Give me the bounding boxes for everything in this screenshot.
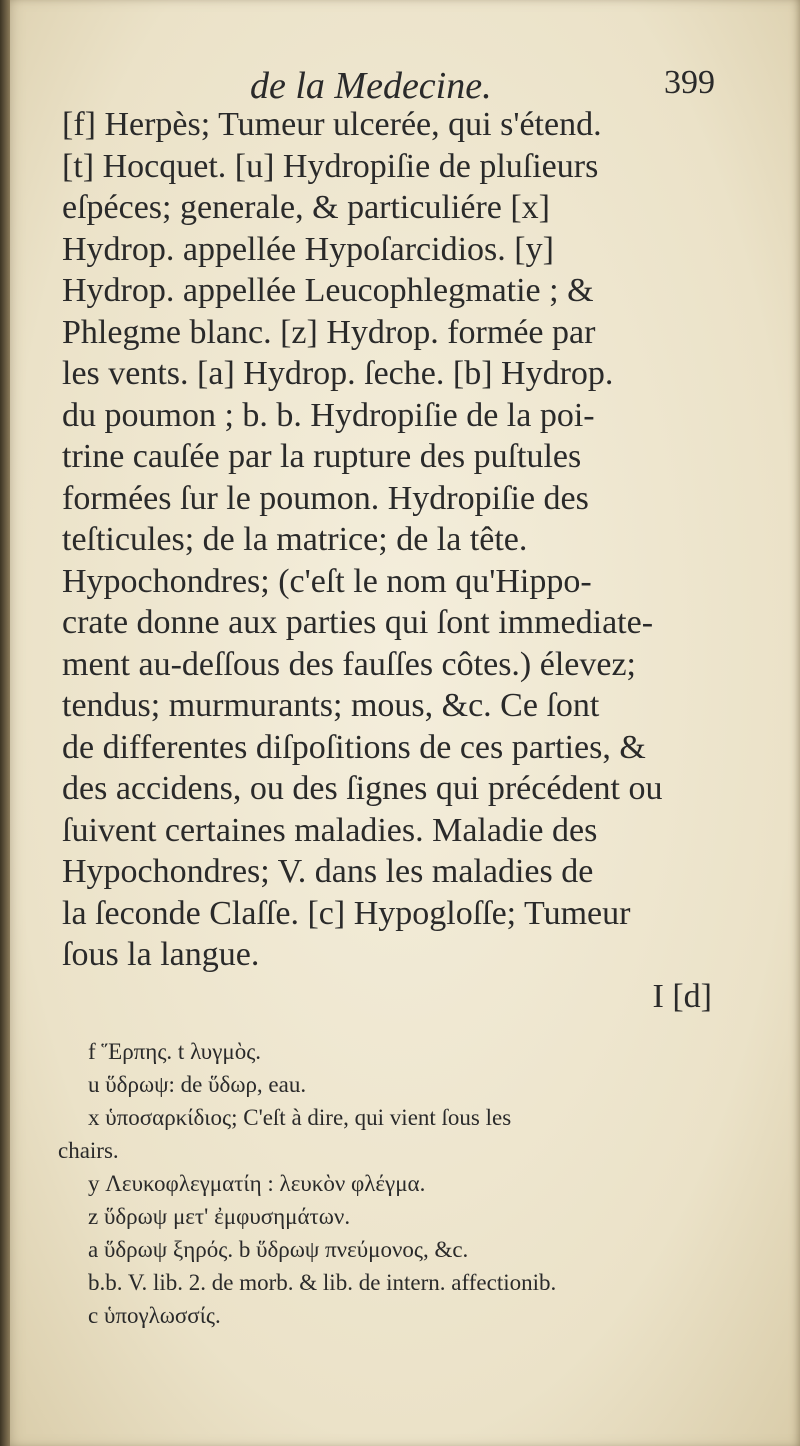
footnotes: [58, 1035, 728, 1332]
footnote-line: chairs.: [58, 1138, 119, 1163]
footnote-line: u ὕδρωψ: de ὕδωρ, eau.: [88, 1072, 307, 1097]
footnote-line: f Ἕρπης. t λυγμὸς.: [88, 1039, 262, 1064]
book-gutter: [0, 0, 10, 1446]
text-line: Hypochondres; (c'eſt le nom qu'Hippo-: [62, 562, 592, 600]
text-line: des accidens, ou des ſignes qui précédent ou: [62, 770, 663, 807]
running-title: de la Medecine.: [250, 65, 492, 107]
text-line: tendus; murmurants; mous, &c. Ce ſont: [62, 687, 600, 724]
footnote-line: y Λευκοφλεγματίη : λευκὸν φλέγμα.: [88, 1171, 426, 1196]
footnote-line: b.b. V. lib. 2. de morb. & lib. de intern. affectionib.: [88, 1270, 557, 1295]
text-line: du poumon ; b. b. Hydropiſie de la poi-: [62, 396, 595, 434]
text-line: ſous la langue.: [62, 936, 260, 973]
footnote-line: a ὕδρωψ ξηρός. b ὕδρωψ πνεύμονος, &c.: [88, 1237, 469, 1262]
catchword: I [d]: [652, 978, 712, 1015]
page-number: 399: [664, 64, 715, 101]
text-line: Hypochondres; V. dans les maladies de: [62, 853, 594, 890]
text-line: la ſeconde Claſſe. [c] Hypogloſſe; Tumeur: [62, 894, 631, 932]
text-line: teſticules; de la matrice; de la tête.: [62, 521, 528, 558]
text-line: ſuivent certaines maladies. Maladie des: [62, 811, 598, 849]
text-line: crate donne aux parties qui ſont immediate-: [62, 604, 654, 641]
text-line: [t] Hocquet. [u] Hydropiſie de pluſieurs: [62, 147, 599, 185]
text-line: formées ſur le poumon. Hydropiſie des: [62, 479, 589, 517]
text-line: Phlegme blanc. [z] Hydrop. formée par: [62, 313, 596, 351]
text-line: eſpéces; generale, & particuliére [x]: [62, 189, 551, 226]
text-line: trine cauſée par la rupture des puſtules: [62, 438, 582, 475]
main-text: [62, 104, 714, 976]
footnote-line: z ὕδρωψ μετ' ἐμφυσημάτων.: [88, 1204, 351, 1229]
text-line: les vents. [a] Hydrop. ſeche. [b] Hydrop.: [62, 355, 614, 392]
text-line: Hydrop. appellée Leucophlegmatie ; &: [62, 272, 594, 309]
text-line: ment au-deſſous des fauſſes côtes.) élevez;: [62, 645, 636, 683]
text-line: de differentes diſpoſitions de ces parties, &: [62, 728, 646, 766]
footnote-line: x ὑποσαρκίδιος; C'eſt à dire, qui vient ſous les: [88, 1105, 512, 1130]
footnote-line: c ὑπογλωσσίς.: [88, 1303, 221, 1328]
text-line: Hydrop. appellée Hypoſarcidios. [y]: [62, 230, 554, 268]
text-line: [f] Herpès; Tumeur ulcerée, qui s'étend.: [62, 106, 602, 143]
